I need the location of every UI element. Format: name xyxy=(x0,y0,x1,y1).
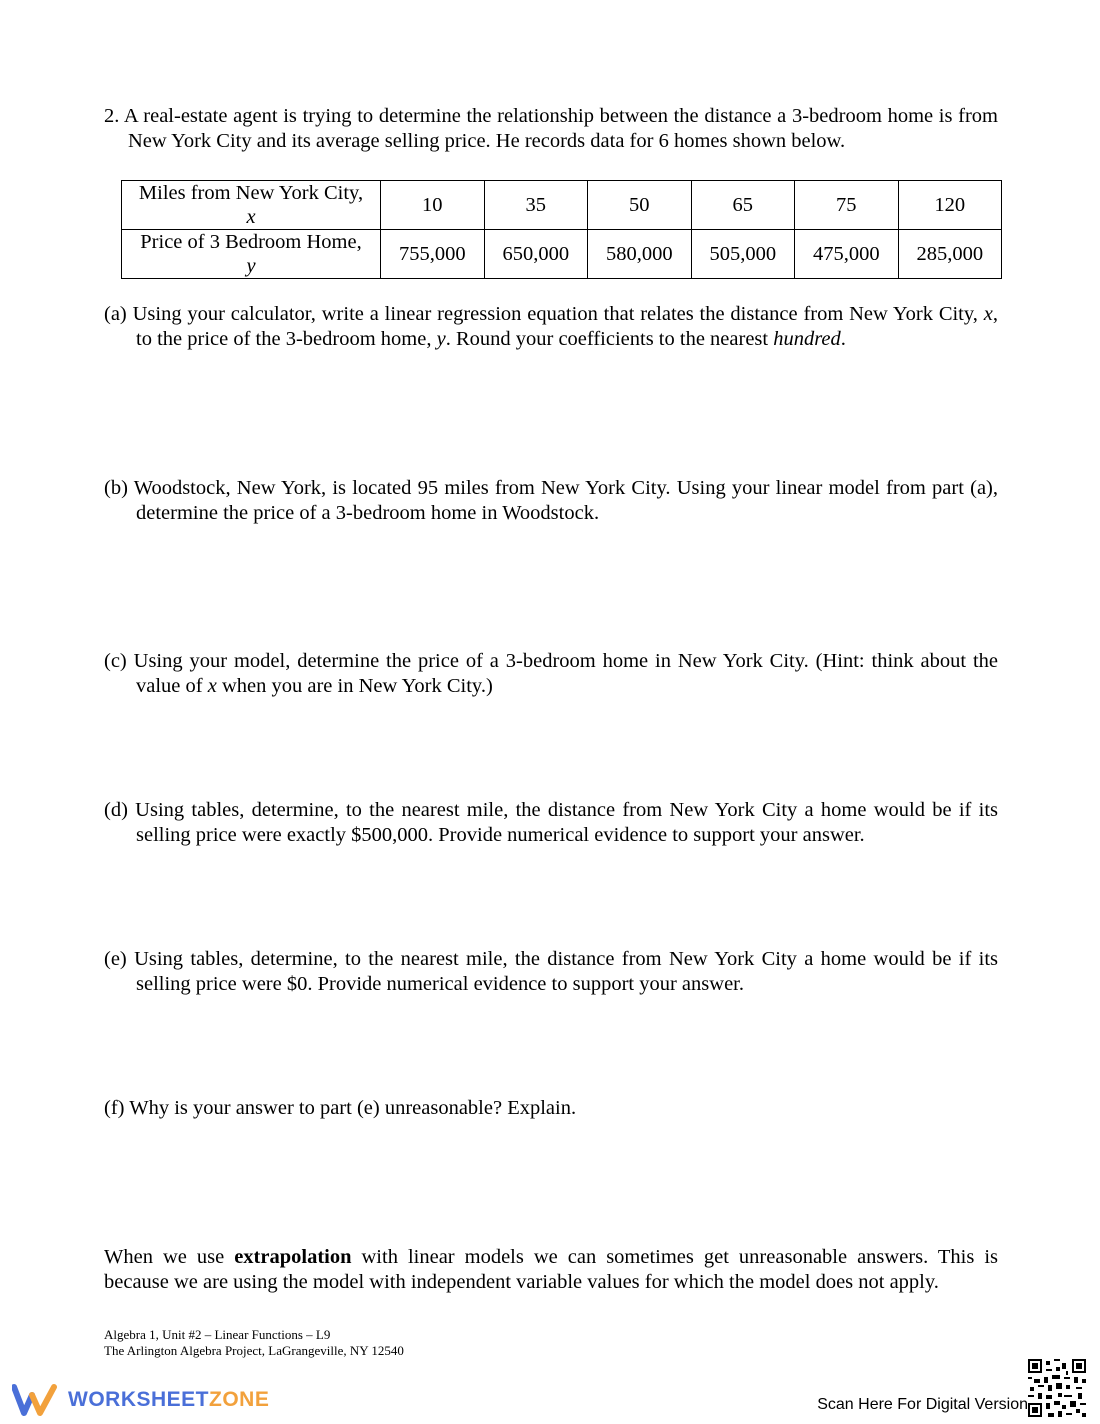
brand-name: WORKSHEETZONE xyxy=(68,1388,270,1411)
table-row-prices xyxy=(122,230,1002,279)
extrapolation-note: When we use extrapolation with linear models we can sometimes get unreasonable answers. This is because we are using the model with independent variable values for which the model does not apply. xyxy=(104,1246,999,1293)
row-header-miles: Miles from New York City, x xyxy=(122,181,381,230)
row-header-price: Price of 3 Bedroom Home, y xyxy=(122,230,381,279)
table-cell: 75 xyxy=(795,181,899,230)
question-part-c: (c) Using your model, determine the price of a 3-bedroom home in New York City. (Hint: think about the value of x when you are in New York City.) xyxy=(104,650,998,697)
question-part-f: (f) Why is your answer to part (e) unreasonable? Explain. xyxy=(104,1097,577,1119)
question-part-e: (e) Using tables, determine, to the nearest mile, the distance from New York City a home would be if its selling price were $0. Provide numerical evidence to support your answer. xyxy=(104,948,998,995)
table-cell: 10 xyxy=(381,181,485,230)
table-cell: 580,000 xyxy=(588,230,692,279)
intro-line-1: 2. A real-estate agent is trying to determine the relationship between the distance a 3-bedroom home is xyxy=(104,105,953,127)
table-cell: 120 xyxy=(898,181,1002,230)
question-intro xyxy=(104,104,998,154)
variable-y: y xyxy=(246,255,256,277)
extrapolation-term: extrapolation xyxy=(234,1246,352,1268)
table-cell: 285,000 xyxy=(898,230,1002,279)
table-row-miles xyxy=(122,181,1002,230)
scan-label: Scan Here For Digital Version xyxy=(817,1396,1028,1413)
qr-code-icon[interactable] xyxy=(1028,1359,1086,1417)
question-part-a: (a) Using your calculator, write a linear regression equation that relates the distance from New York City, x, to the price of the 3-bedroom home, y. Round your coefficients to the nearest hundred. xyxy=(104,303,998,350)
table-cell: 650,000 xyxy=(484,230,588,279)
question-part-d: (d) Using tables, determine, to the nearest mile, the distance from New York City a home would be if its selling price were exactly $500,000. Provide numerical evidence to support your answer. xyxy=(104,799,998,846)
data-table xyxy=(121,180,1002,279)
logo-w-icon xyxy=(12,1383,60,1417)
table-cell: 755,000 xyxy=(381,230,485,279)
variable-x: x xyxy=(246,206,256,228)
table-cell: 475,000 xyxy=(795,230,899,279)
table-cell: 50 xyxy=(588,181,692,230)
table-cell: 505,000 xyxy=(691,230,795,279)
document-footer: Algebra 1, Unit #2 – Linear Functions – L9 The Arlington Algebra Project, LaGrangeville, NY 12540 xyxy=(104,1327,404,1358)
table-cell: 65 xyxy=(691,181,795,230)
table-cell: 35 xyxy=(484,181,588,230)
worksheetzone-logo[interactable] xyxy=(12,1382,269,1418)
intro-line-2: from New York City and its average selling price. He records data for 6 homes shown below. xyxy=(128,105,999,152)
question-part-b: (b) Woodstock, New York, is located 95 miles from New York City. Using your linear model from part (a), determine the price of a 3-bedroom home in Woodstock. xyxy=(104,477,998,524)
